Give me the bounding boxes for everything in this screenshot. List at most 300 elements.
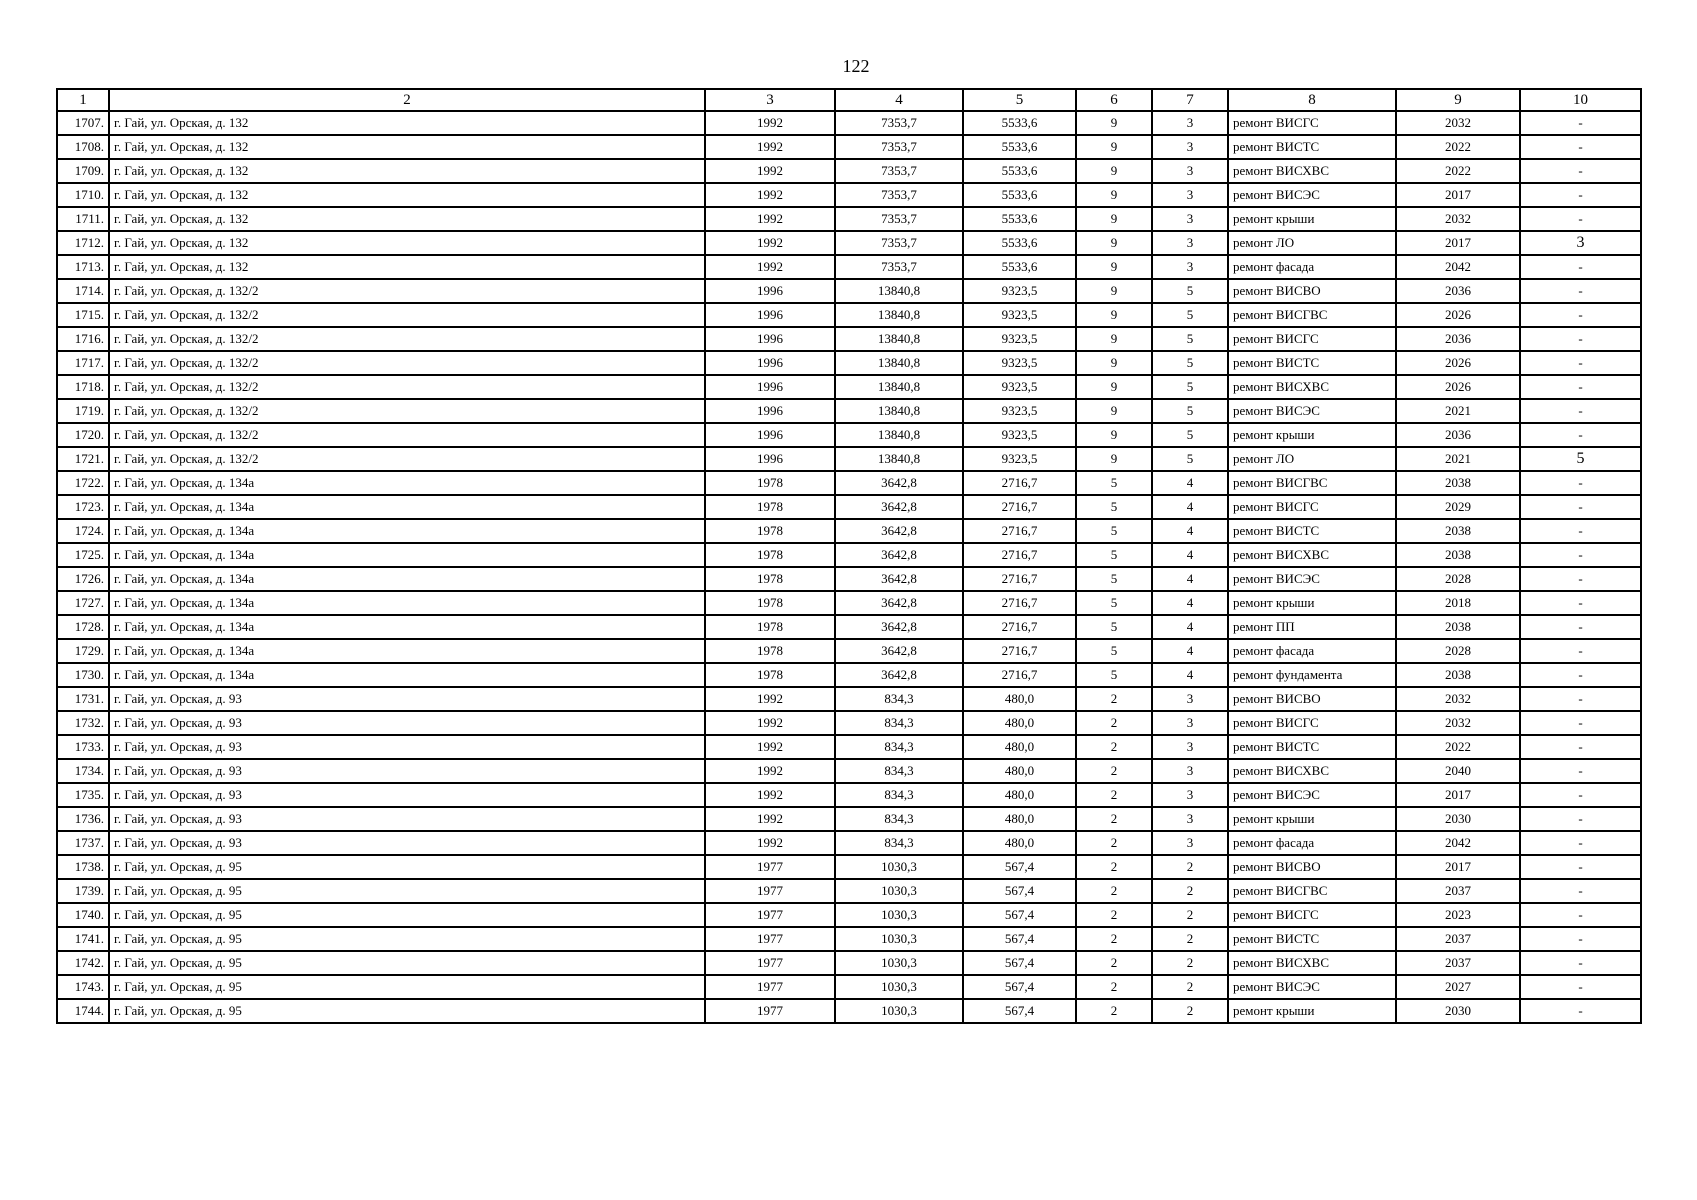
cell-year: 1996 (705, 279, 835, 303)
cell-floors: 9 (1076, 447, 1152, 471)
cell-entrances: 4 (1152, 471, 1228, 495)
cell-total-area: 3642,8 (835, 567, 963, 591)
cell-year: 1977 (705, 999, 835, 1023)
cell-living-area: 9323,5 (963, 303, 1076, 327)
cell-work-type: ремонт ВИСЭС (1228, 567, 1396, 591)
cell-work-type: ремонт ВИСГВС (1228, 879, 1396, 903)
cell-total-area: 1030,3 (835, 951, 963, 975)
cell-address: г. Гай, ул. Орская, д. 134а (109, 471, 705, 495)
table-row (57, 567, 1641, 591)
cell-value-10: - (1520, 735, 1641, 759)
cell-entrances: 4 (1152, 591, 1228, 615)
cell-row-number: 1724. (57, 519, 109, 543)
cell-entrances: 4 (1152, 639, 1228, 663)
cell-row-number: 1736. (57, 807, 109, 831)
cell-floors: 9 (1076, 135, 1152, 159)
cell-planned-year: 2021 (1396, 447, 1520, 471)
column-header-7: 7 (1152, 89, 1228, 111)
table-row (57, 183, 1641, 207)
cell-value-10: - (1520, 951, 1641, 975)
cell-row-number: 1735. (57, 783, 109, 807)
table-row (57, 951, 1641, 975)
cell-planned-year: 2038 (1396, 663, 1520, 687)
cell-work-type: ремонт ВИСХВС (1228, 375, 1396, 399)
cell-value-10: - (1520, 687, 1641, 711)
cell-value-10: - (1520, 519, 1641, 543)
cell-floors: 2 (1076, 783, 1152, 807)
cell-floors: 9 (1076, 423, 1152, 447)
table-row (57, 375, 1641, 399)
cell-planned-year: 2017 (1396, 783, 1520, 807)
cell-floors: 5 (1076, 519, 1152, 543)
cell-living-area: 9323,5 (963, 447, 1076, 471)
cell-row-number: 1730. (57, 663, 109, 687)
table-row (57, 159, 1641, 183)
cell-total-area: 3642,8 (835, 519, 963, 543)
cell-planned-year: 2022 (1396, 735, 1520, 759)
cell-total-area: 13840,8 (835, 447, 963, 471)
cell-work-type: ремонт крыши (1228, 807, 1396, 831)
cell-value-10: - (1520, 831, 1641, 855)
cell-total-area: 1030,3 (835, 999, 963, 1023)
cell-floors: 9 (1076, 279, 1152, 303)
cell-planned-year: 2036 (1396, 327, 1520, 351)
cell-value-10: - (1520, 975, 1641, 999)
cell-value-10: - (1520, 471, 1641, 495)
cell-floors: 9 (1076, 375, 1152, 399)
cell-year: 1996 (705, 351, 835, 375)
cell-value-10: - (1520, 255, 1641, 279)
cell-planned-year: 2022 (1396, 159, 1520, 183)
cell-year: 1996 (705, 423, 835, 447)
cell-floors: 5 (1076, 495, 1152, 519)
cell-value-10: - (1520, 135, 1641, 159)
table-row (57, 903, 1641, 927)
cell-floors: 9 (1076, 303, 1152, 327)
cell-living-area: 5533,6 (963, 111, 1076, 135)
cell-living-area: 2716,7 (963, 639, 1076, 663)
cell-value-10: 5 (1520, 447, 1641, 471)
cell-address: г. Гай, ул. Орская, д. 134а (109, 567, 705, 591)
cell-row-number: 1718. (57, 375, 109, 399)
cell-planned-year: 2032 (1396, 687, 1520, 711)
table-row (57, 999, 1641, 1023)
cell-entrances: 4 (1152, 519, 1228, 543)
cell-planned-year: 2017 (1396, 231, 1520, 255)
cell-total-area: 834,3 (835, 807, 963, 831)
cell-work-type: ремонт ВИСВО (1228, 855, 1396, 879)
cell-living-area: 2716,7 (963, 615, 1076, 639)
cell-address: г. Гай, ул. Орская, д. 132 (109, 255, 705, 279)
cell-work-type: ремонт ВИСТС (1228, 351, 1396, 375)
cell-floors: 5 (1076, 615, 1152, 639)
cell-work-type: ремонт ВИСГС (1228, 903, 1396, 927)
cell-year: 1977 (705, 903, 835, 927)
cell-living-area: 9323,5 (963, 351, 1076, 375)
cell-work-type: ремонт крыши (1228, 207, 1396, 231)
column-header-8: 8 (1228, 89, 1396, 111)
cell-living-area: 567,4 (963, 975, 1076, 999)
cell-row-number: 1731. (57, 687, 109, 711)
cell-entrances: 3 (1152, 735, 1228, 759)
cell-living-area: 9323,5 (963, 399, 1076, 423)
cell-total-area: 3642,8 (835, 471, 963, 495)
cell-floors: 2 (1076, 951, 1152, 975)
cell-entrances: 3 (1152, 111, 1228, 135)
column-header-3: 3 (705, 89, 835, 111)
cell-year: 1992 (705, 807, 835, 831)
cell-living-area: 2716,7 (963, 495, 1076, 519)
cell-floors: 2 (1076, 831, 1152, 855)
cell-year: 1992 (705, 231, 835, 255)
cell-row-number: 1742. (57, 951, 109, 975)
cell-entrances: 3 (1152, 159, 1228, 183)
cell-entrances: 3 (1152, 783, 1228, 807)
cell-value-10: - (1520, 423, 1641, 447)
column-header-1: 1 (57, 89, 109, 111)
cell-floors: 2 (1076, 735, 1152, 759)
cell-row-number: 1712. (57, 231, 109, 255)
cell-floors: 9 (1076, 351, 1152, 375)
cell-living-area: 2716,7 (963, 567, 1076, 591)
cell-address: г. Гай, ул. Орская, д. 93 (109, 687, 705, 711)
cell-value-10: - (1520, 207, 1641, 231)
cell-planned-year: 2038 (1396, 543, 1520, 567)
cell-value-10: - (1520, 111, 1641, 135)
cell-year: 1996 (705, 327, 835, 351)
cell-floors: 9 (1076, 183, 1152, 207)
cell-total-area: 1030,3 (835, 927, 963, 951)
cell-entrances: 5 (1152, 351, 1228, 375)
cell-floors: 2 (1076, 879, 1152, 903)
cell-row-number: 1721. (57, 447, 109, 471)
cell-living-area: 480,0 (963, 687, 1076, 711)
table-row (57, 639, 1641, 663)
cell-entrances: 3 (1152, 255, 1228, 279)
cell-row-number: 1710. (57, 183, 109, 207)
cell-value-10: - (1520, 807, 1641, 831)
cell-living-area: 480,0 (963, 831, 1076, 855)
cell-work-type: ремонт фундамента (1228, 663, 1396, 687)
cell-work-type: ремонт фасада (1228, 639, 1396, 663)
cell-year: 1992 (705, 135, 835, 159)
page-number: 122 (842, 56, 870, 76)
cell-total-area: 13840,8 (835, 423, 963, 447)
cell-living-area: 9323,5 (963, 375, 1076, 399)
cell-value-10: - (1520, 159, 1641, 183)
cell-address: г. Гай, ул. Орская, д. 132 (109, 111, 705, 135)
cell-total-area: 834,3 (835, 759, 963, 783)
cell-address: г. Гай, ул. Орская, д. 132/2 (109, 327, 705, 351)
cell-year: 1977 (705, 951, 835, 975)
cell-entrances: 5 (1152, 423, 1228, 447)
cell-living-area: 567,4 (963, 879, 1076, 903)
cell-row-number: 1707. (57, 111, 109, 135)
cell-address: г. Гай, ул. Орская, д. 132 (109, 207, 705, 231)
cell-year: 1978 (705, 615, 835, 639)
cell-entrances: 3 (1152, 711, 1228, 735)
cell-planned-year: 2038 (1396, 615, 1520, 639)
cell-work-type: ремонт ВИСЭС (1228, 399, 1396, 423)
cell-living-area: 480,0 (963, 711, 1076, 735)
cell-entrances: 2 (1152, 999, 1228, 1023)
cell-value-10: - (1520, 759, 1641, 783)
column-header-6: 6 (1076, 89, 1152, 111)
table-row (57, 399, 1641, 423)
cell-year: 1992 (705, 207, 835, 231)
table-row (57, 687, 1641, 711)
cell-planned-year: 2032 (1396, 111, 1520, 135)
cell-entrances: 3 (1152, 231, 1228, 255)
cell-year: 1978 (705, 495, 835, 519)
cell-address: г. Гай, ул. Орская, д. 134а (109, 615, 705, 639)
cell-total-area: 7353,7 (835, 111, 963, 135)
cell-year: 1992 (705, 183, 835, 207)
cell-work-type: ремонт ВИСЭС (1228, 783, 1396, 807)
cell-row-number: 1732. (57, 711, 109, 735)
cell-address: г. Гай, ул. Орская, д. 95 (109, 975, 705, 999)
table-row (57, 855, 1641, 879)
cell-value-10: - (1520, 639, 1641, 663)
cell-value-10: - (1520, 855, 1641, 879)
cell-planned-year: 2027 (1396, 975, 1520, 999)
cell-row-number: 1740. (57, 903, 109, 927)
cell-entrances: 2 (1152, 975, 1228, 999)
cell-planned-year: 2040 (1396, 759, 1520, 783)
cell-row-number: 1711. (57, 207, 109, 231)
cell-floors: 9 (1076, 327, 1152, 351)
header-row (57, 89, 1641, 111)
cell-floors: 5 (1076, 543, 1152, 567)
cell-entrances: 4 (1152, 663, 1228, 687)
cell-row-number: 1744. (57, 999, 109, 1023)
cell-total-area: 834,3 (835, 783, 963, 807)
cell-living-area: 480,0 (963, 783, 1076, 807)
cell-living-area: 5533,6 (963, 255, 1076, 279)
cell-floors: 2 (1076, 999, 1152, 1023)
column-header-5: 5 (963, 89, 1076, 111)
cell-work-type: ремонт крыши (1228, 591, 1396, 615)
table-body (57, 111, 1641, 1023)
column-header-9: 9 (1396, 89, 1520, 111)
cell-work-type: ремонт ЛО (1228, 447, 1396, 471)
cell-work-type: ремонт ВИСГС (1228, 495, 1396, 519)
cell-total-area: 1030,3 (835, 855, 963, 879)
cell-entrances: 2 (1152, 903, 1228, 927)
cell-planned-year: 2037 (1396, 951, 1520, 975)
cell-row-number: 1722. (57, 471, 109, 495)
cell-total-area: 7353,7 (835, 207, 963, 231)
cell-total-area: 834,3 (835, 831, 963, 855)
cell-floors: 2 (1076, 927, 1152, 951)
cell-living-area: 2716,7 (963, 471, 1076, 495)
cell-living-area: 5533,6 (963, 231, 1076, 255)
cell-row-number: 1720. (57, 423, 109, 447)
cell-planned-year: 2028 (1396, 639, 1520, 663)
cell-address: г. Гай, ул. Орская, д. 93 (109, 807, 705, 831)
cell-total-area: 3642,8 (835, 591, 963, 615)
cell-value-10: - (1520, 399, 1641, 423)
cell-value-10: - (1520, 279, 1641, 303)
cell-planned-year: 2037 (1396, 879, 1520, 903)
cell-work-type: ремонт ВИСХВС (1228, 759, 1396, 783)
table-row (57, 351, 1641, 375)
table-row (57, 135, 1641, 159)
cell-work-type: ремонт крыши (1228, 423, 1396, 447)
cell-living-area: 2716,7 (963, 519, 1076, 543)
cell-year: 1992 (705, 687, 835, 711)
cell-entrances: 2 (1152, 879, 1228, 903)
cell-living-area: 480,0 (963, 735, 1076, 759)
cell-entrances: 4 (1152, 567, 1228, 591)
cell-value-10: - (1520, 567, 1641, 591)
cell-total-area: 13840,8 (835, 279, 963, 303)
table-row (57, 327, 1641, 351)
cell-living-area: 480,0 (963, 759, 1076, 783)
cell-total-area: 3642,8 (835, 615, 963, 639)
cell-total-area: 13840,8 (835, 375, 963, 399)
table-row (57, 615, 1641, 639)
cell-value-10: - (1520, 591, 1641, 615)
cell-planned-year: 2018 (1396, 591, 1520, 615)
cell-total-area: 7353,7 (835, 183, 963, 207)
cell-total-area: 7353,7 (835, 255, 963, 279)
cell-floors: 9 (1076, 399, 1152, 423)
cell-row-number: 1713. (57, 255, 109, 279)
cell-planned-year: 2022 (1396, 135, 1520, 159)
cell-address: г. Гай, ул. Орская, д. 134а (109, 543, 705, 567)
cell-entrances: 5 (1152, 399, 1228, 423)
table-row (57, 255, 1641, 279)
cell-year: 1992 (705, 255, 835, 279)
cell-work-type: ремонт ВИСХВС (1228, 159, 1396, 183)
cell-address: г. Гай, ул. Орская, д. 134а (109, 519, 705, 543)
cell-living-area: 5533,6 (963, 135, 1076, 159)
cell-year: 1992 (705, 759, 835, 783)
cell-work-type: ремонт ВИСТС (1228, 927, 1396, 951)
cell-year: 1996 (705, 375, 835, 399)
cell-work-type: ремонт ВИСЭС (1228, 975, 1396, 999)
cell-work-type: ремонт ЛО (1228, 231, 1396, 255)
table-row (57, 711, 1641, 735)
cell-address: г. Гай, ул. Орская, д. 132/2 (109, 279, 705, 303)
cell-living-area: 2716,7 (963, 591, 1076, 615)
cell-living-area: 5533,6 (963, 159, 1076, 183)
cell-row-number: 1741. (57, 927, 109, 951)
cell-floors: 5 (1076, 471, 1152, 495)
cell-row-number: 1716. (57, 327, 109, 351)
cell-living-area: 567,4 (963, 927, 1076, 951)
cell-address: г. Гай, ул. Орская, д. 132 (109, 159, 705, 183)
cell-planned-year: 2028 (1396, 567, 1520, 591)
cell-planned-year: 2026 (1396, 303, 1520, 327)
cell-floors: 9 (1076, 159, 1152, 183)
cell-row-number: 1733. (57, 735, 109, 759)
cell-address: г. Гай, ул. Орская, д. 132/2 (109, 447, 705, 471)
cell-work-type: ремонт ВИСТС (1228, 735, 1396, 759)
cell-work-type: ремонт ВИСТС (1228, 135, 1396, 159)
cell-entrances: 5 (1152, 279, 1228, 303)
cell-floors: 2 (1076, 759, 1152, 783)
cell-value-10: - (1520, 903, 1641, 927)
table-row (57, 447, 1641, 471)
table-row (57, 207, 1641, 231)
cell-row-number: 1734. (57, 759, 109, 783)
cell-entrances: 5 (1152, 375, 1228, 399)
cell-living-area: 9323,5 (963, 279, 1076, 303)
cell-work-type: ремонт фасада (1228, 831, 1396, 855)
cell-floors: 9 (1076, 255, 1152, 279)
cell-living-area: 5533,6 (963, 207, 1076, 231)
cell-row-number: 1714. (57, 279, 109, 303)
cell-work-type: ремонт ПП (1228, 615, 1396, 639)
cell-planned-year: 2042 (1396, 255, 1520, 279)
cell-value-10: - (1520, 783, 1641, 807)
cell-address: г. Гай, ул. Орская, д. 95 (109, 951, 705, 975)
cell-year: 1978 (705, 543, 835, 567)
cell-entrances: 5 (1152, 303, 1228, 327)
cell-row-number: 1717. (57, 351, 109, 375)
cell-year: 1977 (705, 855, 835, 879)
cell-row-number: 1709. (57, 159, 109, 183)
cell-year: 1977 (705, 879, 835, 903)
cell-row-number: 1729. (57, 639, 109, 663)
cell-living-area: 567,4 (963, 903, 1076, 927)
cell-work-type: ремонт ВИСХВС (1228, 543, 1396, 567)
cell-planned-year: 2021 (1396, 399, 1520, 423)
cell-floors: 2 (1076, 975, 1152, 999)
table-row (57, 663, 1641, 687)
cell-value-10: 3 (1520, 231, 1641, 255)
cell-floors: 2 (1076, 855, 1152, 879)
cell-total-area: 1030,3 (835, 975, 963, 999)
cell-work-type: ремонт фасада (1228, 255, 1396, 279)
cell-year: 1978 (705, 639, 835, 663)
table-row (57, 471, 1641, 495)
table-row (57, 879, 1641, 903)
cell-work-type: ремонт ВИСГВС (1228, 303, 1396, 327)
cell-address: г. Гай, ул. Орская, д. 132/2 (109, 399, 705, 423)
cell-work-type: ремонт ВИСГВС (1228, 471, 1396, 495)
cell-address: г. Гай, ул. Орская, д. 132/2 (109, 375, 705, 399)
cell-living-area: 567,4 (963, 855, 1076, 879)
cell-row-number: 1737. (57, 831, 109, 855)
cell-floors: 2 (1076, 903, 1152, 927)
table-row (57, 927, 1641, 951)
cell-floors: 9 (1076, 111, 1152, 135)
cell-entrances: 4 (1152, 543, 1228, 567)
cell-entrances: 3 (1152, 183, 1228, 207)
cell-value-10: - (1520, 495, 1641, 519)
cell-planned-year: 2026 (1396, 375, 1520, 399)
cell-total-area: 3642,8 (835, 543, 963, 567)
cell-value-10: - (1520, 375, 1641, 399)
cell-floors: 5 (1076, 591, 1152, 615)
cell-entrances: 5 (1152, 447, 1228, 471)
cell-work-type: ремонт ВИСГС (1228, 111, 1396, 135)
cell-total-area: 7353,7 (835, 135, 963, 159)
cell-total-area: 7353,7 (835, 231, 963, 255)
cell-entrances: 3 (1152, 135, 1228, 159)
cell-total-area: 834,3 (835, 735, 963, 759)
cell-year: 1978 (705, 519, 835, 543)
cell-floors: 5 (1076, 663, 1152, 687)
cell-entrances: 3 (1152, 807, 1228, 831)
cell-value-10: - (1520, 663, 1641, 687)
cell-row-number: 1739. (57, 879, 109, 903)
table-row (57, 807, 1641, 831)
cell-living-area: 480,0 (963, 807, 1076, 831)
